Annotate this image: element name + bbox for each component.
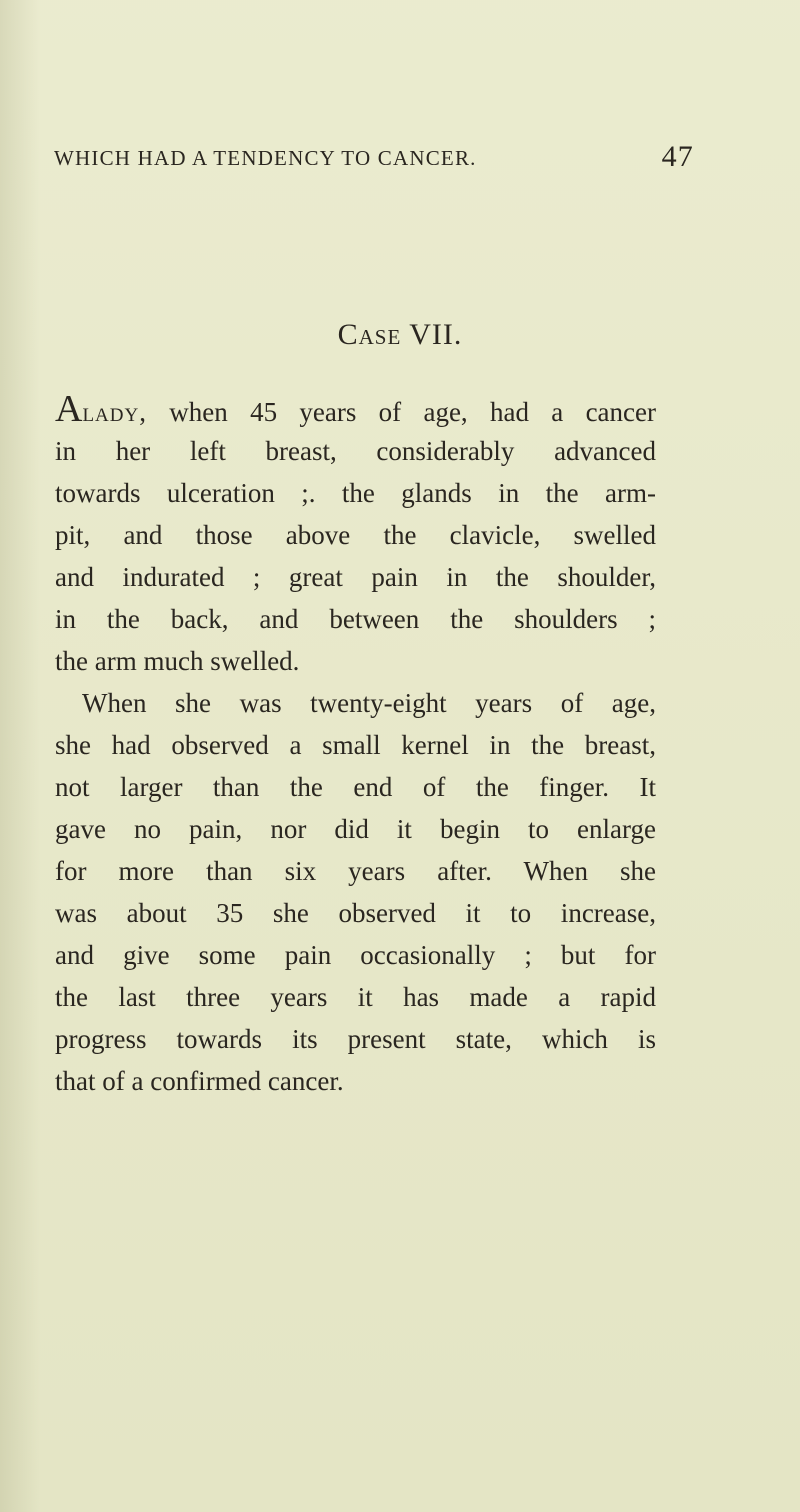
paragraph-2-line-3: not larger than the end of the finger. It xyxy=(55,772,656,802)
running-head-title: WHICH HAD A TENDENCY TO CANCER. xyxy=(54,146,477,170)
case-heading xyxy=(0,318,800,352)
page-number: 47 xyxy=(661,140,694,173)
paragraph-2-line-2: she had observed a small kernel in the breast, xyxy=(55,730,656,760)
paragraph-2-line-10: that of a confirmed cancer. xyxy=(55,1066,344,1096)
paragraph-1-line-6: in the back, and between the shoulders ; xyxy=(55,604,656,634)
lead-word: lady, xyxy=(82,397,147,427)
paragraph-2-line-5: for more than six years after. When she xyxy=(55,856,656,886)
paragraph-2-line-1: When she was twenty-eight years of age, xyxy=(82,688,656,718)
paragraph-1-line-1 xyxy=(55,388,656,430)
paragraph-2-line-9: progress towards its present state, which is xyxy=(55,1024,656,1054)
paragraph-2-line-4: gave no pain, nor did it begin to enlarge xyxy=(55,814,656,844)
line-text: when 45 years of age, had a cancer xyxy=(146,397,656,427)
paragraph-1-line-2: in her left breast, considerably advanced xyxy=(55,436,656,466)
body-text xyxy=(55,388,656,1102)
case-heading-text: Case VII. xyxy=(337,318,463,351)
paragraph-1-line-5: and indurated ; great pain in the shoulder, xyxy=(55,562,656,592)
paragraph-1-line-3: towards ulceration ;. the glands in the arm- xyxy=(55,478,656,508)
paragraph-1-line-4: pit, and those above the clavicle, swelled xyxy=(55,520,656,550)
paragraph-1-line-7: the arm much swelled. xyxy=(55,646,300,676)
paragraph-2-line-7: and give some pain occasionally ; but for xyxy=(55,940,656,970)
paragraph-2-line-8: the last three years it has made a rapid xyxy=(55,982,656,1012)
running-head xyxy=(54,140,694,180)
drop-letter: A xyxy=(55,388,83,430)
paragraph-2-line-6: was about 35 she observed it to increase, xyxy=(55,898,656,928)
